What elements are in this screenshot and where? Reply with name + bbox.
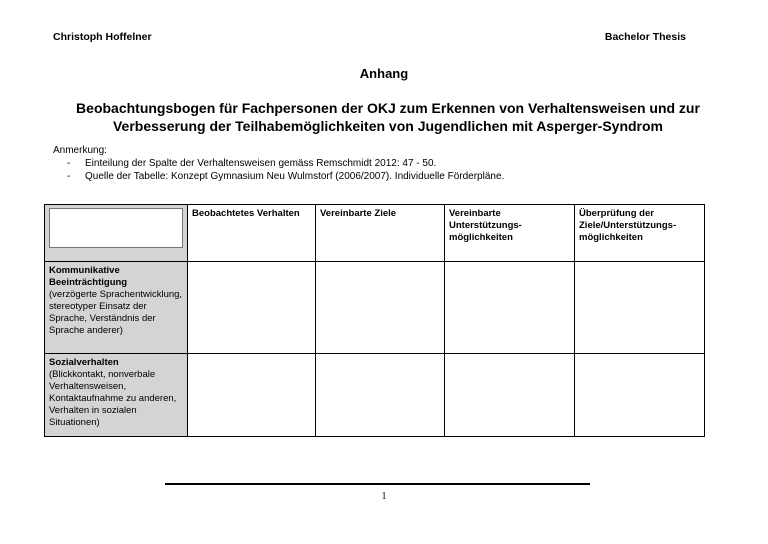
table-cell[interactable] [445, 262, 575, 354]
table-cell[interactable] [575, 262, 705, 354]
table-cell[interactable] [575, 354, 705, 437]
row-label-title: Sozialverhalten [49, 357, 119, 368]
header-author: Christoph Hoffelner [53, 31, 152, 43]
note-label: Anmerkung: [53, 145, 107, 156]
header-doc-type: Bachelor Thesis [604, 31, 686, 43]
table-cell[interactable] [316, 262, 445, 354]
page-number: 1 [381, 491, 387, 502]
column-header-support-options: Vereinbarte Unterstützungs-möglichkeiten [445, 205, 575, 262]
document-title-line-2: Verbesserung der Teilhabemöglichkeiten von Jugendlichen mit Asperger-Syndrom [112, 118, 664, 134]
empty-header-box [49, 208, 183, 248]
column-header-agreed-goals: Vereinbarte Ziele [316, 205, 445, 262]
note-item: - Einteilung der Spalte der Verhaltensweisen gemäss Remschmidt 2012: 47 - 50. [53, 157, 504, 170]
table-cell[interactable] [445, 354, 575, 437]
table-cell[interactable] [188, 354, 316, 437]
row-label-communication [45, 262, 188, 354]
observation-table [44, 204, 705, 437]
note-list [53, 157, 504, 183]
table-row [45, 262, 705, 354]
column-header-observed-behavior: Beobachtetes Verhalten [188, 205, 316, 262]
section-title: Anhang [359, 66, 409, 81]
table-header-row [45, 205, 705, 262]
footer-divider [165, 483, 590, 485]
table-row [45, 354, 705, 437]
annotation-note [53, 144, 504, 183]
row-label-social [45, 354, 188, 437]
document-title-line-1: Beobachtungsbogen für Fachpersonen der OKJ zum Erkennen von Verhaltensweisen und zur [76, 100, 700, 116]
row-label-detail: (Blickkontakt, nonverbale Verhaltensweisen, Kontaktaufnahme zu anderen, Verhalten in sozialen Situationen) [49, 369, 177, 428]
row-label-detail: (verzögerte Sprachentwicklung, stereotyper Einsatz der Sprache, Verständnis der Sprache anderer) [49, 289, 183, 336]
table-cell[interactable] [188, 262, 316, 354]
table-cell[interactable] [316, 354, 445, 437]
row-label-title: Kommunikative Beeinträchtigung [49, 265, 128, 288]
column-header-review: Überprüfung der Ziele/Unterstützungs-möglichkeiten [575, 205, 705, 262]
header-corner-cell [45, 205, 188, 262]
document-title [53, 99, 723, 135]
note-item: - Quelle der Tabelle: Konzept Gymnasium Neu Wulmstorf (2006/2007). Individuelle Förderpläne. [53, 170, 504, 183]
